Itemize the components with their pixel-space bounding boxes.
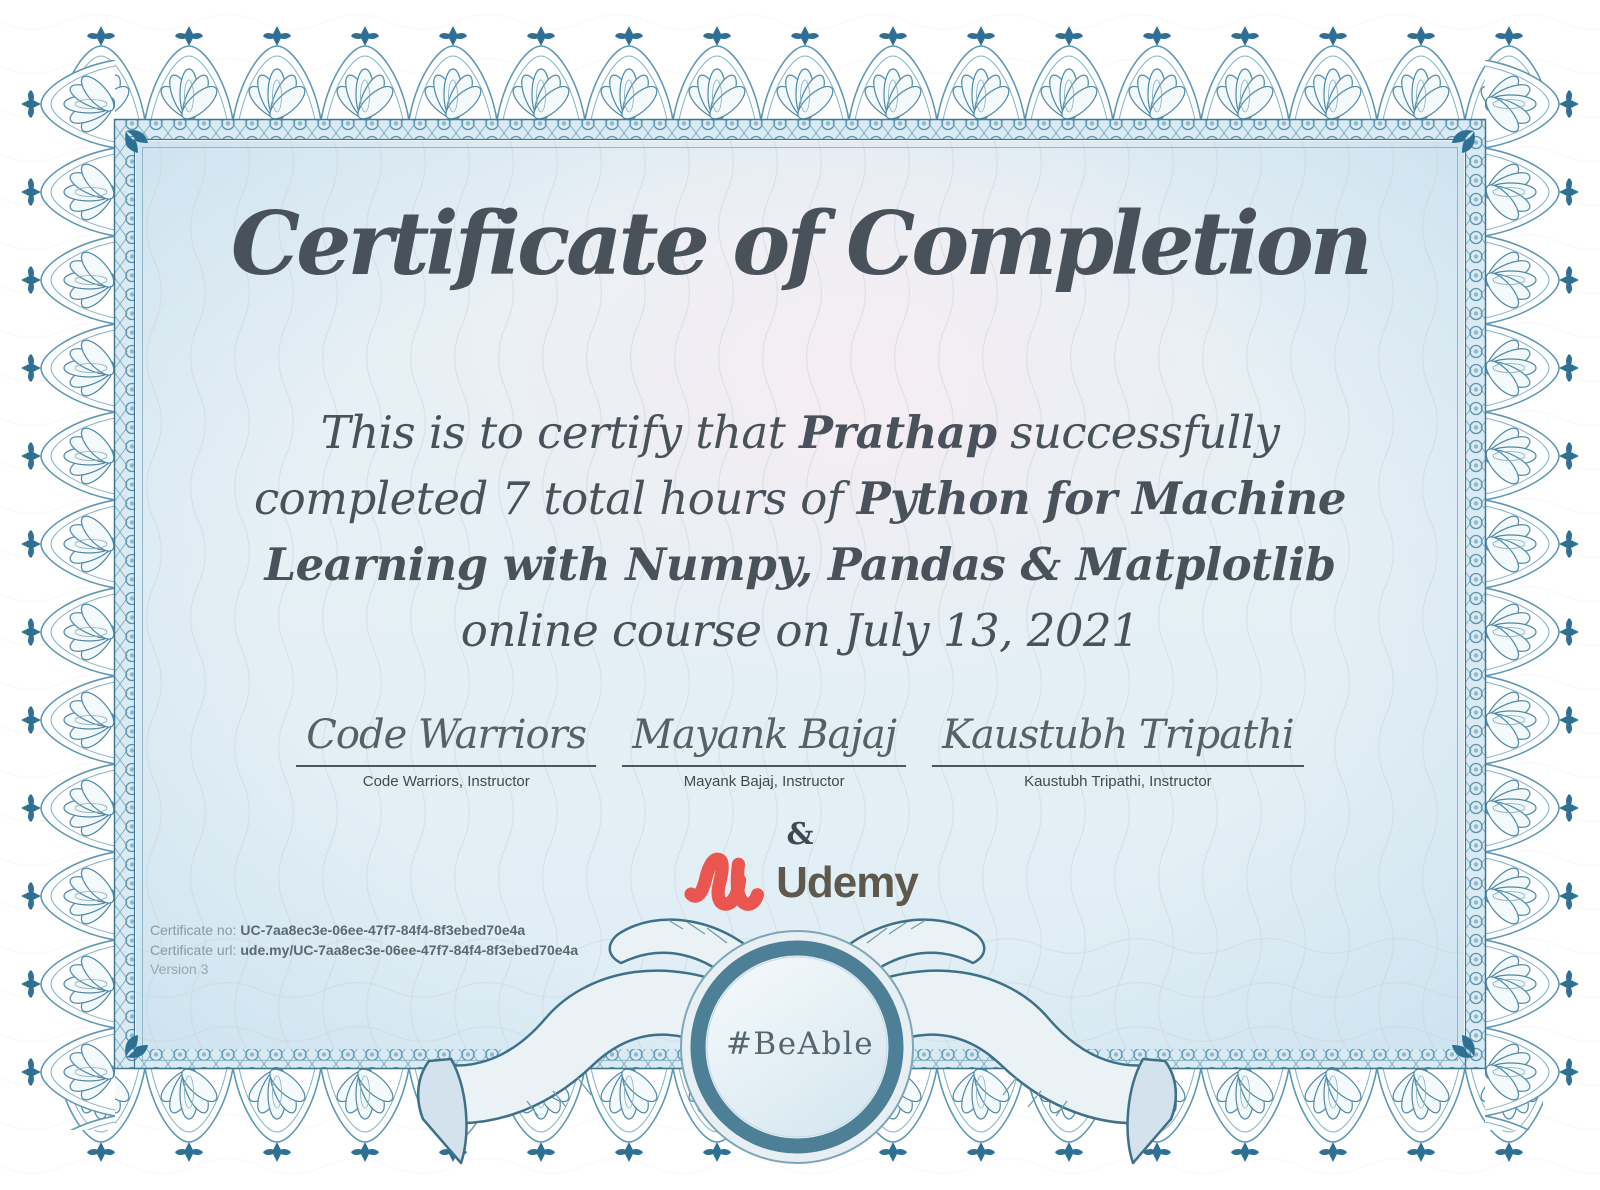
certificate-info [150,921,578,980]
course-title-part-1: Python for Machine [856,472,1347,525]
ampersand: & [786,817,814,852]
signature-label: Code Warriors, Instructor [362,773,530,790]
signatures-row [0,710,1600,790]
beable-badge-text: #BeAble [725,1026,875,1062]
udemy-u-icon [682,846,764,920]
certificate-url-label: Certificate url: [150,941,237,958]
signature-block-kaustubh-tripathi [932,710,1304,790]
signature-label: Mayank Bajaj, Instructor [683,773,845,790]
certificate-url-line [150,941,578,961]
course-title-part-2: Learning with Numpy, Pandas & Matplotlib [264,538,1336,591]
udemy-logo [0,846,1600,920]
body-line [0,532,1600,598]
body-line: completed 7 total hours of Python for Machine [253,472,1347,525]
certificate-url-value: ude.my/UC-7aa8ec3e-06ee-47f7-84f4-8f3ebed70e4a [240,941,579,958]
certificate-number-line [150,921,578,941]
student-name: Prathap [799,406,997,459]
signature-block-code-warriors [296,710,596,790]
certificate-title: Certificate of Completion [230,192,1370,295]
signature-label: Kaustubh Tripathi, Instructor [1024,773,1212,790]
signature-block-mayank-bajaj [622,710,906,790]
certificate-body [0,400,1600,664]
body-line [0,598,1600,664]
completion-date-line: online course on July 13, 2021 [460,604,1140,657]
signature-name: Code Warriors [296,710,596,767]
udemy-wordmark: Udemy [776,858,918,907]
certificate-number-value: UC-7aa8ec3e-06ee-47f7-84f4-8f3ebed70e4a [240,922,526,938]
certificate-number-label: Certificate no: [150,922,237,938]
signature-name: Mayank Bajaj [622,710,906,767]
certificate-version: Version 3 [150,961,209,977]
body-line: This is to certify that Prathap successfully [320,406,1280,459]
signature-name: Kaustubh Tripathi [932,710,1304,767]
